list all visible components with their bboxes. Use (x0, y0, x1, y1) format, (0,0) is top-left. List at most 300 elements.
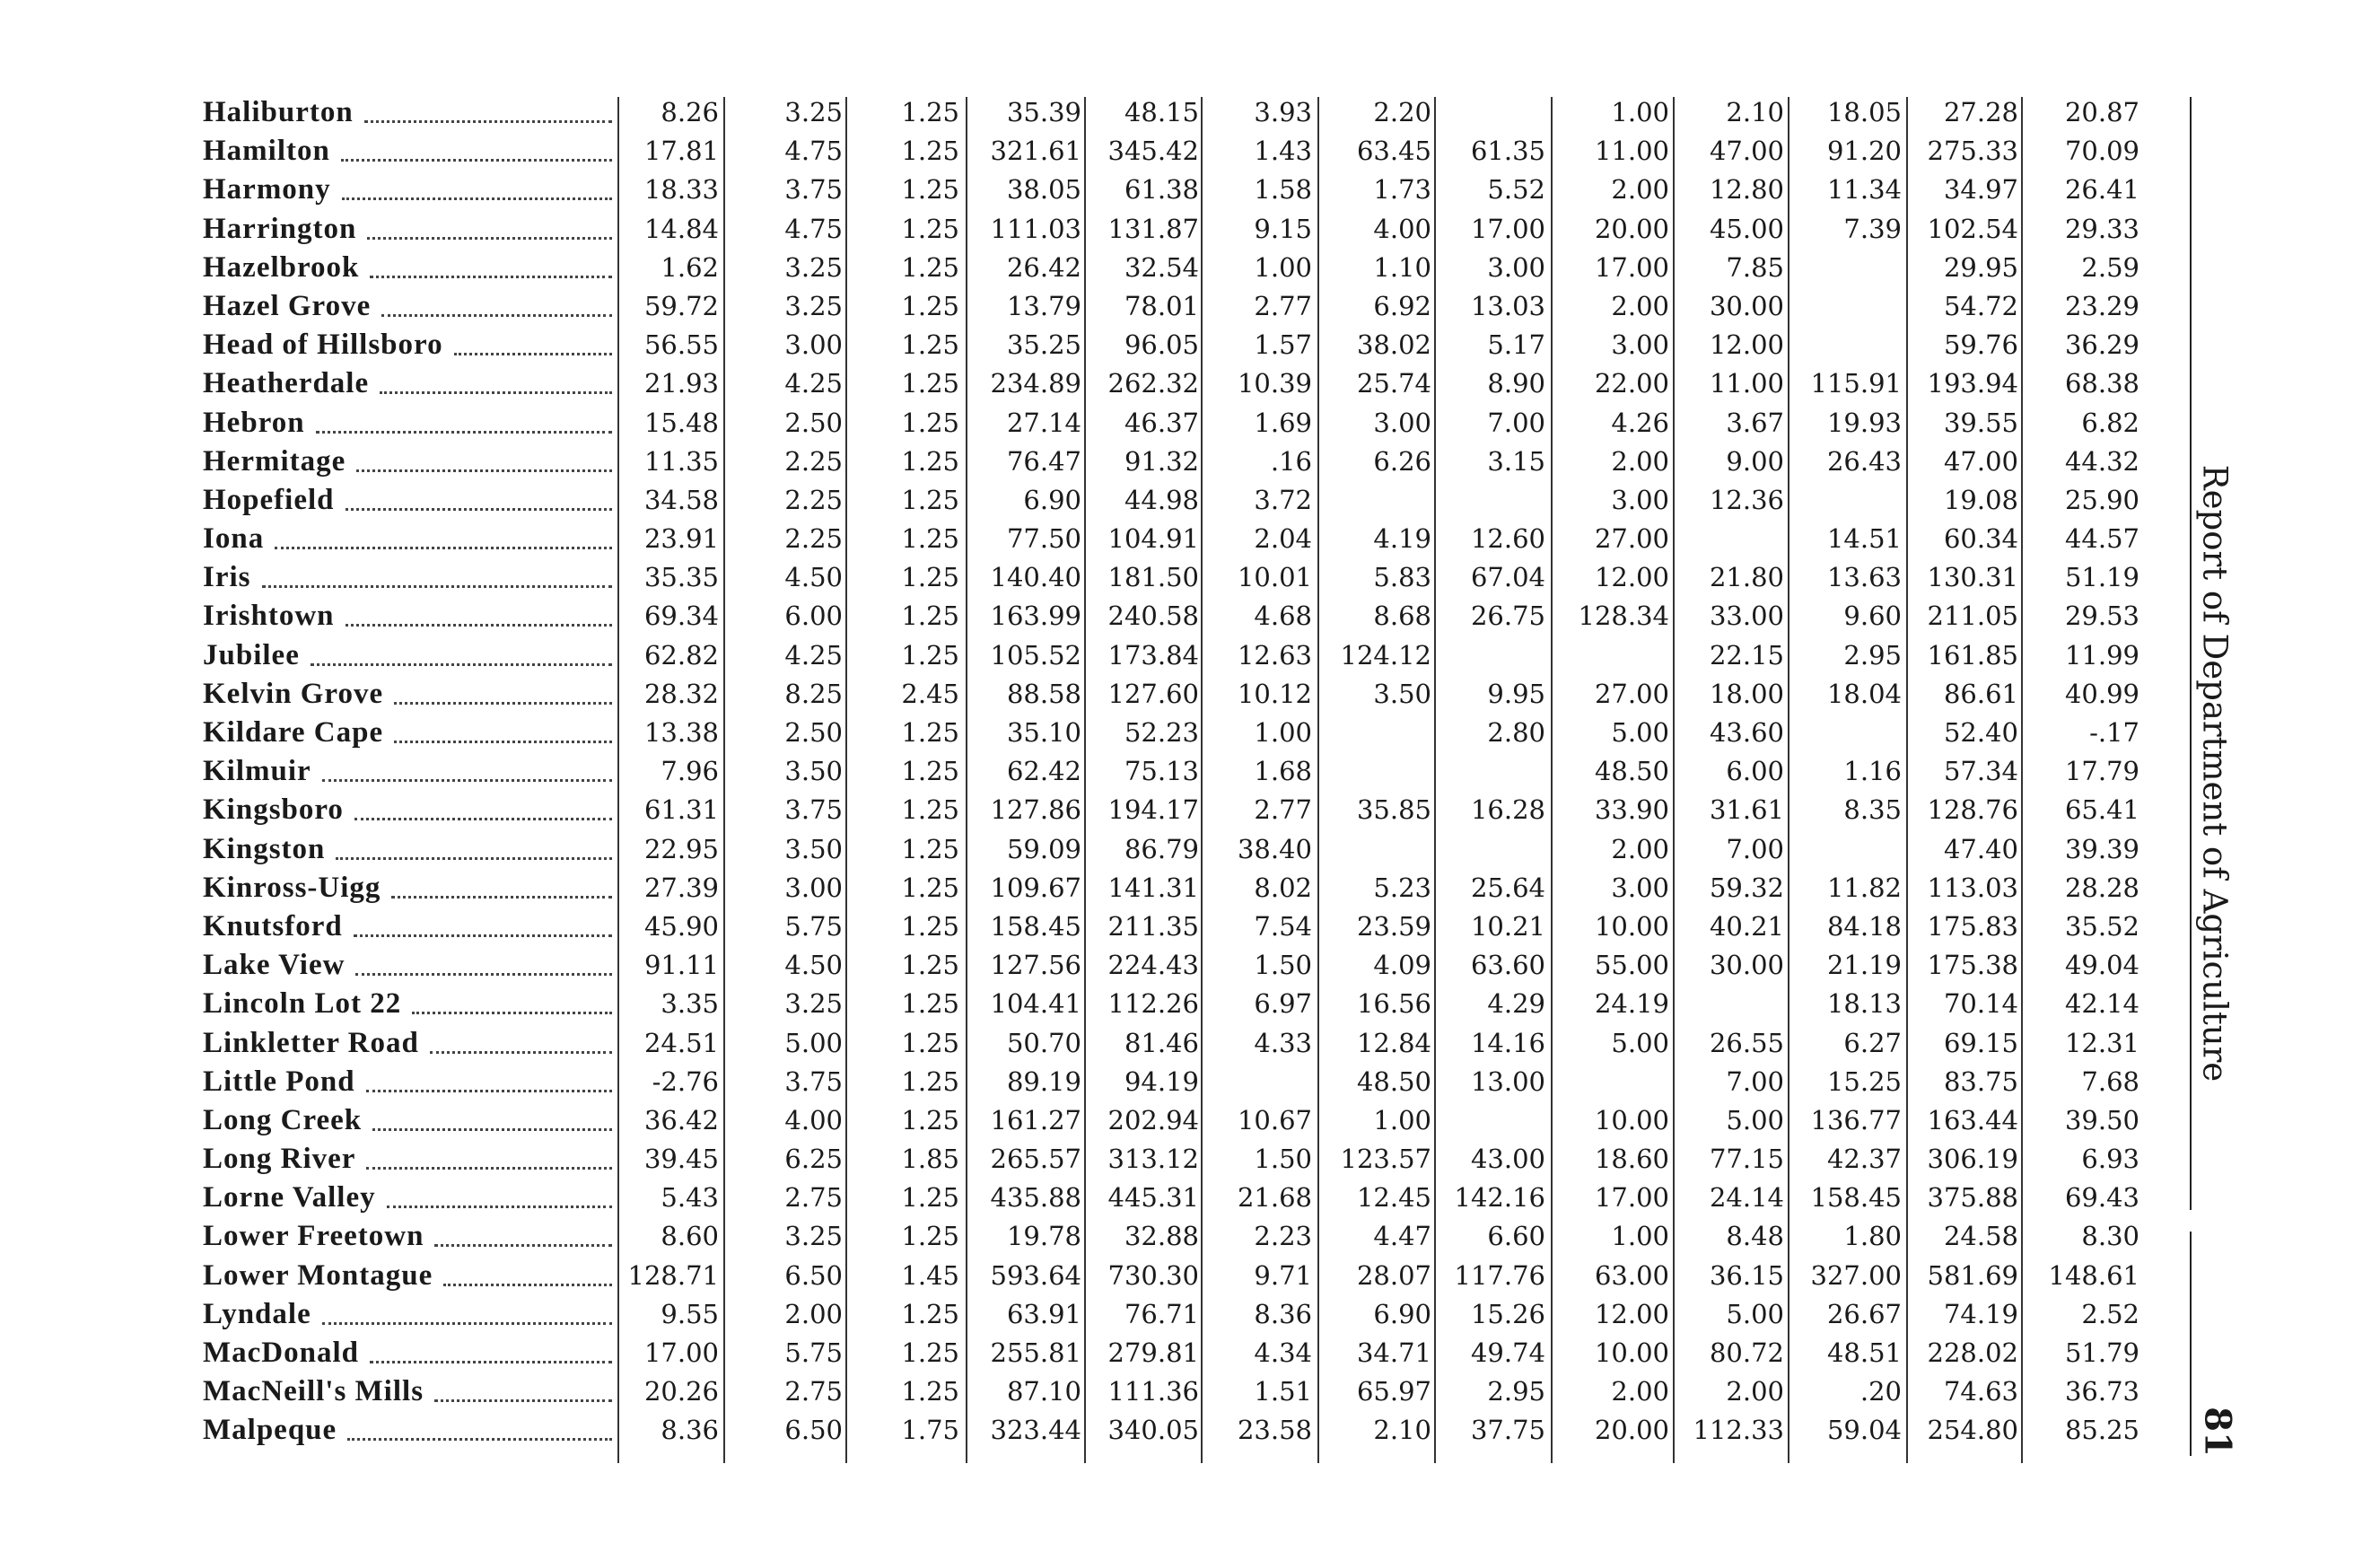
table-cell: 18.00 (1709, 678, 1784, 709)
table-cell: 4.25 (784, 639, 843, 671)
page-number (2195, 1405, 2240, 1459)
table-cell: 2.25 (784, 445, 843, 477)
table-cell: 1.25 (901, 1104, 959, 1135)
table-cell: 128.76 (1927, 794, 2018, 826)
table-cell: 12.63 (1237, 639, 1312, 671)
table-cell: 1.80 (1843, 1221, 1902, 1252)
table-cell: 27.00 (1594, 523, 1669, 555)
table-cell: 26.42 (1006, 251, 1081, 283)
table-cell: 10.39 (1237, 368, 1312, 399)
table-cell: 345.42 (1107, 136, 1199, 167)
table-cell: 130.31 (1927, 562, 2018, 593)
table-cell: 4.25 (784, 368, 843, 399)
table-cell: 2.75 (784, 1376, 843, 1407)
table-cell: 1.75 (901, 1415, 959, 1446)
table-cell: 26.43 (1826, 445, 1902, 477)
table-cell: 9.00 (1726, 445, 1784, 477)
table-cell: 7.54 (1254, 910, 1312, 942)
table-cell (1429, 1101, 1545, 1140)
row-label (203, 1101, 617, 1140)
table-cell: 62.82 (643, 639, 719, 671)
table-cell: 3.67 (1726, 407, 1784, 438)
table-cell: 2.00 (1611, 1376, 1669, 1407)
table-cell (1553, 636, 1669, 675)
table-cell: 3.25 (784, 97, 843, 127)
table-cell: 8.48 (1726, 1221, 1784, 1252)
table-cell: 59.72 (643, 290, 719, 321)
table-cell: 435.88 (990, 1182, 1081, 1214)
district-name: Heatherdale (203, 367, 370, 400)
dot-leader (316, 425, 612, 434)
table-cell: 1.25 (901, 1221, 959, 1252)
table-cell: 17.79 (2064, 756, 2139, 787)
district-name: MacDonald (203, 1337, 359, 1369)
table-cell: 17.00 (643, 1337, 719, 1368)
table-cell: 1.25 (901, 484, 959, 515)
table-cell: 3.00 (1373, 407, 1431, 438)
table-cell: 8.30 (2081, 1221, 2139, 1252)
table-cell: 1.50 (1254, 1144, 1312, 1175)
district-name: Kinross-Uigg (203, 871, 381, 904)
table-cell: 275.33 (1927, 136, 2018, 167)
table-cell: 32.88 (1124, 1221, 1199, 1252)
table-cell: 35.25 (1006, 329, 1081, 361)
table-cell: 1.00 (1611, 97, 1669, 127)
table-cell (1553, 1063, 1669, 1101)
table-cell: 4.33 (1254, 1027, 1312, 1058)
dot-leader (367, 232, 612, 240)
table-cell: 1.25 (901, 368, 959, 399)
table-cell: 77.50 (1006, 523, 1081, 555)
table-cell: 20.26 (643, 1376, 719, 1407)
table-cell: 61.31 (643, 794, 719, 826)
table-cell: 14.16 (1470, 1027, 1545, 1058)
table-cell: 175.83 (1927, 910, 2018, 942)
table-cell: 306.19 (1927, 1144, 2018, 1175)
table-cell: 313.12 (1107, 1144, 1199, 1175)
district-name: MacNeill's Mills (203, 1375, 424, 1408)
table-cell: 19.93 (1826, 407, 1902, 438)
table-cell: 5.00 (1726, 1298, 1784, 1329)
table-cell: 27.00 (1594, 678, 1669, 709)
table-cell: 7.00 (1726, 1065, 1784, 1097)
table-cell: 10.00 (1594, 1337, 1669, 1368)
table-cell: 29.33 (2064, 213, 2139, 244)
table-cell: 265.57 (990, 1144, 1081, 1175)
table-cell: 4.50 (784, 950, 843, 981)
district-name: Lyndale (203, 1297, 311, 1330)
dot-leader (275, 541, 612, 549)
table-cell: 13.03 (1470, 290, 1545, 321)
district-name: Kingston (203, 832, 326, 865)
table-cell: 17.81 (643, 136, 719, 167)
table-cell: 1.62 (661, 251, 719, 283)
table-cell: 61.38 (1124, 174, 1199, 206)
table-cell: 52.23 (1124, 717, 1199, 748)
table-cell: 6.90 (1373, 1298, 1431, 1329)
table-cell: 44.32 (2064, 445, 2139, 477)
table-cell: 10.67 (1237, 1104, 1312, 1135)
table-cell: 141.31 (1107, 872, 1199, 903)
table-cell: 2.45 (901, 678, 959, 709)
table-cell: 1.25 (901, 601, 959, 632)
table-cell: 28.07 (1356, 1259, 1431, 1291)
table-cell: 113.03 (1927, 872, 2018, 903)
table-cell: 327.00 (1810, 1259, 1902, 1291)
table-cell: 77.15 (1709, 1144, 1784, 1175)
table-cell: 5.75 (784, 910, 843, 942)
table-cell: 46.37 (1124, 407, 1199, 438)
table-cell: 14.84 (643, 213, 719, 244)
table-cell: 34.97 (1943, 174, 2018, 206)
table-cell: 6.00 (784, 601, 843, 632)
table-cell: 35.35 (643, 562, 719, 593)
table-cell: 13.00 (1470, 1065, 1545, 1097)
table-cell: 5.00 (1611, 717, 1669, 748)
table-cell: 321.61 (990, 136, 1081, 167)
table-cell: 29.95 (1943, 251, 2018, 283)
row-label (203, 287, 617, 326)
table-cell: 30.00 (1709, 290, 1784, 321)
table-cell: 26.55 (1709, 1027, 1784, 1058)
table-cell: 102.54 (1927, 213, 2018, 244)
table-cell: 21.19 (1826, 950, 1902, 981)
table-cell: 87.10 (1006, 1376, 1081, 1407)
table-cell: 81.46 (1124, 1027, 1199, 1058)
table-cell: 5.43 (661, 1182, 719, 1214)
district-name: Lorne Valley (203, 1181, 376, 1214)
dot-leader (443, 1278, 612, 1286)
page-number-text: 81 (2196, 1407, 2239, 1457)
table-cell: 12.84 (1356, 1027, 1431, 1058)
table-cell: 2.25 (784, 523, 843, 555)
table-cell: 69.15 (1943, 1027, 2018, 1058)
table-cell: 11.82 (1826, 872, 1902, 903)
table-cell: 28.32 (643, 678, 719, 709)
table-cell: 51.79 (2064, 1337, 2139, 1368)
table-cell: 12.00 (1594, 562, 1669, 593)
table-cell: 5.23 (1373, 872, 1431, 903)
row-label (203, 1411, 617, 1450)
district-name: Lincoln Lot 22 (203, 987, 402, 1021)
dot-leader (430, 1046, 612, 1054)
table-cell: 3.25 (784, 1221, 843, 1252)
table-cell: 163.99 (990, 601, 1081, 632)
table-cell: 34.58 (643, 484, 719, 515)
table-cell: 3.00 (1611, 872, 1669, 903)
table-cell: 32.54 (1124, 251, 1199, 283)
table-cell: 35.10 (1006, 717, 1081, 748)
table-cell: 78.01 (1124, 290, 1199, 321)
district-name: Haliburton (203, 96, 354, 128)
table-cell: 55.00 (1594, 950, 1669, 981)
table-cell: 9.71 (1254, 1259, 1312, 1291)
table-cell: 2.00 (1611, 445, 1669, 477)
table-cell (1315, 752, 1431, 791)
table-cell: 1.25 (901, 136, 959, 167)
table-cell: .20 (1859, 1376, 1902, 1407)
table-cell: 2.95 (1487, 1376, 1545, 1407)
table-cell: 7.39 (1843, 213, 1902, 244)
table-cell: 3.50 (784, 833, 843, 864)
table-cell: 80.72 (1709, 1337, 1784, 1368)
table-cell (1667, 520, 1784, 558)
table-cell: 111.03 (990, 213, 1081, 244)
table-cell: 2.59 (2081, 251, 2139, 283)
table-cell: 37.75 (1470, 1415, 1545, 1446)
table-cell: 7.68 (2081, 1065, 2139, 1097)
table-cell: 323.44 (990, 1415, 1081, 1446)
table-cell: 39.45 (643, 1144, 719, 1175)
dot-leader (366, 1162, 612, 1170)
dot-leader (370, 270, 612, 278)
district-name: Head of Hillsboro (203, 329, 443, 362)
table-cell (1785, 326, 1902, 364)
table-cell: 224.43 (1107, 950, 1199, 981)
table-cell: 36.73 (2064, 1376, 2139, 1407)
side-rule-upper (2190, 97, 2192, 1210)
table-cell: 11.99 (2064, 639, 2139, 671)
district-name: Hazel Grove (203, 289, 372, 322)
table-cell: 13.79 (1006, 290, 1081, 321)
table-cell: 1.25 (901, 1027, 959, 1058)
table-cell: 48.50 (1356, 1065, 1431, 1097)
table-cell: 3.50 (784, 756, 843, 787)
table-cell: 94.19 (1124, 1065, 1199, 1097)
table-cell: 6.92 (1373, 290, 1431, 321)
table-cell: 2.25 (784, 484, 843, 515)
table-cell: 70.09 (2064, 136, 2139, 167)
table-cell (1429, 830, 1545, 869)
row-label (203, 481, 617, 520)
table-cell: 5.17 (1487, 329, 1545, 361)
dot-leader (434, 1394, 612, 1402)
table-cell: 18.33 (643, 174, 719, 206)
table-cell: 2.10 (1373, 1415, 1431, 1446)
table-cell: 16.28 (1470, 794, 1545, 826)
table-cell: 3.15 (1487, 445, 1545, 477)
row-label (203, 210, 617, 249)
row-label (203, 636, 617, 675)
table-cell: 51.19 (2064, 562, 2139, 593)
row-label (203, 1295, 617, 1334)
table-cell: 1.00 (1254, 251, 1312, 283)
table-cell: 23.91 (643, 523, 719, 555)
dot-leader (454, 347, 612, 355)
table-cell: 33.90 (1594, 794, 1669, 826)
table-cell: 6.26 (1373, 445, 1431, 477)
table-cell: 6.00 (1726, 756, 1784, 787)
table-cell: 1.25 (901, 988, 959, 1020)
table-cell: 4.75 (784, 136, 843, 167)
district-name: Iona (203, 522, 265, 556)
table-cell: 4.00 (784, 1104, 843, 1135)
table-cell: 8.26 (661, 97, 719, 127)
table-cell: 54.72 (1943, 290, 2018, 321)
table-cell: 9.55 (661, 1298, 719, 1329)
table-cell: 43.60 (1709, 717, 1784, 748)
table-cell: 254.80 (1927, 1415, 2018, 1446)
row-label (203, 443, 617, 481)
table-cell: 70.14 (1943, 988, 2018, 1020)
table-cell: 7.96 (661, 756, 719, 787)
table-cell: 1.85 (901, 1144, 959, 1175)
table-cell: 1.25 (901, 290, 959, 321)
table-cell: 279.81 (1107, 1337, 1199, 1368)
table-cell: 25.74 (1356, 368, 1431, 399)
table-cell: 91.32 (1124, 445, 1199, 477)
table-cell: 24.58 (1943, 1221, 2018, 1252)
table-cell: 12.60 (1470, 523, 1545, 555)
table-cell: 1.00 (1373, 1104, 1431, 1135)
table-cell: 15.25 (1826, 1065, 1902, 1097)
table-cell: 35.52 (2064, 910, 2139, 942)
table-cell: 69.34 (643, 601, 719, 632)
table-cell: 1.45 (901, 1259, 959, 1291)
row-label (203, 1024, 617, 1063)
table-cell (1429, 636, 1545, 675)
table-cell: 1.25 (901, 213, 959, 244)
table-cell: 86.61 (1943, 678, 2018, 709)
table-cell (1429, 752, 1545, 791)
table-cell: 69.43 (2064, 1182, 2139, 1214)
table-cell: 21.93 (643, 368, 719, 399)
dot-leader (434, 1239, 612, 1247)
table-cell: 11.35 (643, 445, 719, 477)
table-cell: 2.75 (784, 1182, 843, 1214)
table-cell: 91.11 (643, 950, 719, 981)
table-cell: 9.95 (1487, 678, 1545, 709)
row-label (203, 520, 617, 558)
table-cell: 3.50 (1373, 678, 1431, 709)
table-cell: 10.21 (1470, 910, 1545, 942)
district-name: Long River (203, 1143, 356, 1176)
table-cell: 1.25 (901, 1298, 959, 1329)
table-cell: 43.00 (1470, 1144, 1545, 1175)
table-cell: 59.32 (1709, 872, 1784, 903)
table-cell: 4.26 (1611, 407, 1669, 438)
table-cell: 211.35 (1107, 910, 1199, 942)
table-cell (1315, 714, 1431, 752)
table-cell: 1.43 (1254, 136, 1312, 167)
district-name: Knutsford (203, 909, 343, 942)
table-cell: 2.00 (1611, 290, 1669, 321)
table-cell: 31.61 (1709, 794, 1784, 826)
table-cell: 1.10 (1373, 251, 1431, 283)
table-cell: 262.32 (1107, 368, 1199, 399)
table-cell: 445.31 (1107, 1182, 1199, 1214)
table-cell: 23.29 (2064, 290, 2139, 321)
district-name: Malpeque (203, 1414, 337, 1447)
table-cell (1785, 287, 1902, 326)
table-cell: 1.68 (1254, 756, 1312, 787)
row-label (203, 1257, 617, 1295)
table-cell: 4.47 (1373, 1221, 1431, 1252)
table-cell: 13.38 (643, 717, 719, 748)
table-cell: 1.25 (901, 445, 959, 477)
table-cell: 39.55 (1943, 407, 2018, 438)
table-cell: 10.00 (1594, 1104, 1669, 1135)
row-label (203, 93, 617, 132)
table-cell: -.17 (2089, 717, 2139, 748)
table-cell: 39.50 (2064, 1104, 2139, 1135)
table-cell: 2.00 (1726, 1376, 1784, 1407)
table-cell: 13.63 (1826, 562, 1902, 593)
dot-leader (356, 464, 612, 472)
dot-leader (341, 153, 612, 162)
table-cell: 3.75 (784, 174, 843, 206)
table-cell: 20.87 (2064, 97, 2139, 127)
table-cell: 2.23 (1254, 1221, 1312, 1252)
table-cell: 48.51 (1826, 1337, 1902, 1368)
side-title (2188, 422, 2242, 1140)
dot-leader (322, 1317, 612, 1325)
table-cell: 65.41 (2064, 794, 2139, 826)
table-cell: 123.57 (1340, 1144, 1431, 1175)
side-title-text: Report of Department of Agriculture (2195, 464, 2235, 1083)
table-cell: 29.53 (2064, 601, 2139, 632)
table-cell: 1.58 (1254, 174, 1312, 206)
table-cell (1667, 985, 1784, 1023)
table-cell: 59.04 (1826, 1415, 1902, 1446)
table-cell: 8.35 (1843, 794, 1902, 826)
table-cell: 83.75 (1943, 1065, 2018, 1097)
table-cell: 38.02 (1356, 329, 1431, 361)
table-cell: 4.68 (1254, 601, 1312, 632)
dot-leader (336, 852, 612, 860)
table-cell: 1.25 (901, 639, 959, 671)
table-cell: 48.15 (1124, 97, 1199, 127)
table-cell: 89.19 (1006, 1065, 1081, 1097)
table-cell: 15.26 (1470, 1298, 1545, 1329)
table-cell: 161.85 (1927, 639, 2018, 671)
table-cell: 2.20 (1373, 97, 1431, 127)
table-cell: 24.51 (643, 1027, 719, 1058)
table-cell: 3.93 (1254, 97, 1312, 127)
table-cell: 6.25 (784, 1144, 843, 1175)
table-cell: 127.86 (990, 794, 1081, 826)
table-cell: 5.83 (1373, 562, 1431, 593)
row-label (203, 869, 617, 907)
table-cell: 12.00 (1709, 329, 1784, 361)
table-cell: 128.34 (1578, 601, 1669, 632)
table-cell: 34.71 (1356, 1337, 1431, 1368)
table-cell: 1.25 (901, 1182, 959, 1214)
table-cell: 36.29 (2064, 329, 2139, 361)
table-cell (1785, 830, 1902, 869)
table-cell: 2.04 (1254, 523, 1312, 555)
table-cell (1785, 714, 1902, 752)
table-cell: .16 (1270, 445, 1312, 477)
table-cell: 163.44 (1927, 1104, 2018, 1135)
table-cell: 15.48 (643, 407, 719, 438)
district-name: Harmony (203, 173, 331, 206)
table-cell: 17.00 (1594, 1182, 1669, 1214)
district-name: Irishtown (203, 600, 335, 633)
dot-leader (355, 968, 612, 976)
table-cell: 44.57 (2064, 523, 2139, 555)
table-cell: 117.76 (1454, 1259, 1545, 1291)
table-cell: 2.77 (1254, 794, 1312, 826)
table-cell: 19.78 (1006, 1221, 1081, 1252)
table-cell: 2.50 (784, 717, 843, 748)
row-label (203, 364, 617, 403)
district-name: Long Creek (203, 1103, 363, 1136)
district-name: Linkletter Road (203, 1026, 419, 1059)
table-cell: 1.25 (901, 97, 959, 127)
table-cell: 10.01 (1237, 562, 1312, 593)
table-cell: 85.25 (2064, 1415, 2139, 1446)
